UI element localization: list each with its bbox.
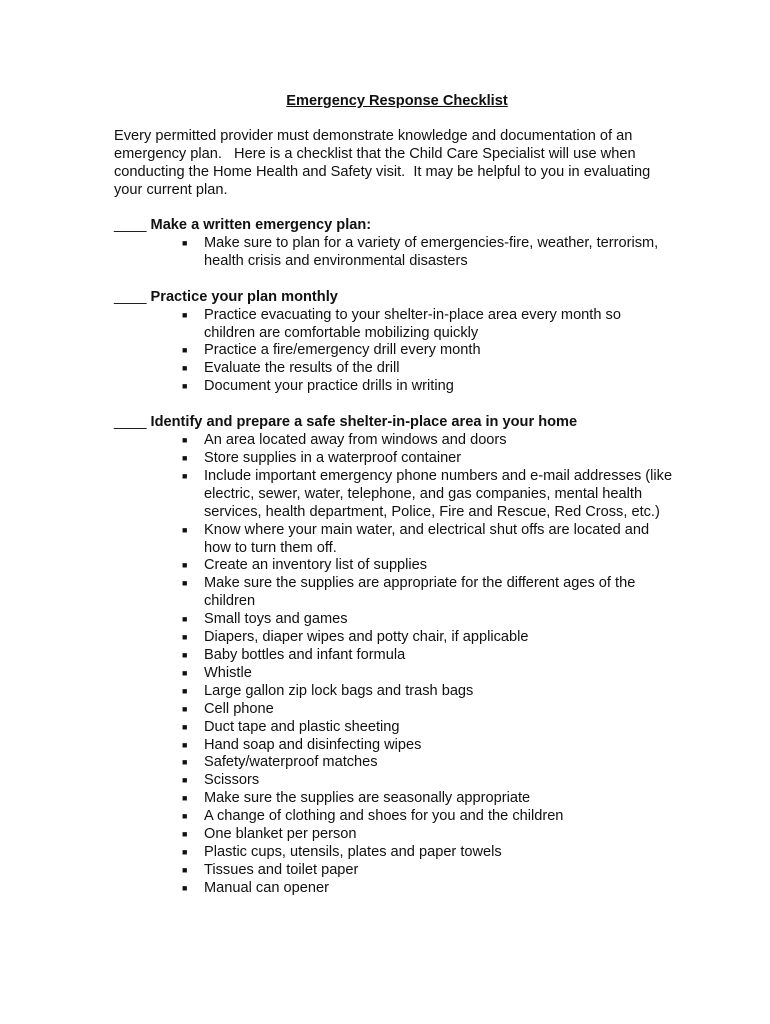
list-item <box>182 754 674 772</box>
square-bullet-icon: ■ <box>182 667 188 678</box>
intro-paragraph: Every permitted provider must demonstrate knowledge and documentation of an emergency plan. Here is a checklist that the Child Care Specialist will use when conducting the Home Health and Safety visit. It may be helpful to you in evaluating your current plan. <box>114 127 655 198</box>
list-item <box>182 306 674 343</box>
list-item <box>182 378 674 396</box>
list-item-text: Make sure the supplies are seasonally appropriate <box>204 790 531 807</box>
square-bullet-icon: ■ <box>182 470 188 481</box>
list-item-text: Baby bottles and infant formula <box>204 646 406 663</box>
section-items <box>114 235 674 271</box>
list-item-text: Large gallon zip lock bags and trash bags <box>204 682 474 699</box>
section-practice-plan <box>114 289 674 396</box>
section-items <box>114 307 674 397</box>
checkbox-blank-line: ____ <box>114 288 147 305</box>
square-bullet-icon: ■ <box>182 560 188 571</box>
square-bullet-icon: ■ <box>182 435 188 446</box>
list-item <box>182 557 674 575</box>
square-bullet-icon: ■ <box>182 757 188 768</box>
list-item-text: Cell phone <box>204 700 274 717</box>
section-heading-text: Practice your plan monthly <box>150 288 338 305</box>
square-bullet-icon: ■ <box>182 703 188 714</box>
square-bullet-icon: ■ <box>182 649 188 660</box>
list-item-text: Plastic cups, utensils, plates and paper towels <box>204 843 502 860</box>
list-item <box>182 772 674 790</box>
list-item-text: Whistle <box>204 664 252 681</box>
list-item <box>182 790 674 808</box>
list-item-text: Store supplies in a waterproof container <box>204 450 462 466</box>
square-bullet-icon: ■ <box>182 524 188 535</box>
checkbox-blank-line: ____ <box>114 414 147 431</box>
document-page <box>114 93 674 916</box>
list-item <box>182 342 674 360</box>
list-item-text: Make sure the supplies are appropriate for the different ages of the children <box>204 575 636 610</box>
list-item-text: An area located away from windows and doors <box>204 432 507 449</box>
section-heading <box>114 414 674 432</box>
checkbox-blank-line: ____ <box>114 217 147 234</box>
square-bullet-icon: ■ <box>182 685 188 696</box>
square-bullet-icon: ■ <box>182 381 188 392</box>
square-bullet-icon: ■ <box>182 775 188 786</box>
list-item-text: A change of clothing and shoes for you and the children <box>204 808 564 825</box>
section-heading <box>114 289 674 307</box>
list-item-text: Create an inventory list of supplies <box>204 557 428 574</box>
list-item <box>182 682 674 701</box>
list-item <box>182 664 674 683</box>
square-bullet-icon: ■ <box>182 793 188 804</box>
square-bullet-icon: ■ <box>182 614 188 625</box>
list-item <box>182 575 674 611</box>
list-item-text: Scissors <box>204 772 260 789</box>
section-heading-text: Identify and prepare a safe shelter-in-place area in your home <box>150 414 578 431</box>
list-item <box>182 700 674 719</box>
list-item <box>182 611 674 629</box>
square-bullet-icon: ■ <box>182 811 188 822</box>
section-heading <box>114 217 674 235</box>
square-bullet-icon: ■ <box>182 578 188 589</box>
square-bullet-icon: ■ <box>182 309 188 320</box>
list-item-text: Tissues and toilet paper <box>204 861 359 878</box>
list-item <box>182 521 674 558</box>
square-bullet-icon: ■ <box>182 453 188 463</box>
list-item-text: Make sure to plan for a variety of emergencies-fire, weather, terrorism, health crisis and environmental disasters <box>204 234 659 269</box>
list-item-text: Document your practice drills in writing <box>204 378 454 395</box>
section-items <box>114 432 674 898</box>
list-item <box>182 450 674 468</box>
list-item-text: Diapers, diaper wipes and potty chair, if applicable <box>204 629 529 646</box>
list-item <box>182 432 674 450</box>
list-item <box>182 360 674 378</box>
square-bullet-icon: ■ <box>182 345 188 356</box>
list-item-text: Small toys and games <box>204 611 348 628</box>
list-item <box>182 629 674 647</box>
list-item-text: Duct tape and plastic sheeting <box>204 718 400 735</box>
list-item <box>182 736 674 755</box>
square-bullet-icon: ■ <box>182 237 188 248</box>
section-written-plan <box>114 217 674 271</box>
square-bullet-icon: ■ <box>182 829 188 840</box>
square-bullet-icon: ■ <box>182 846 188 857</box>
list-item <box>182 861 674 880</box>
list-item <box>182 718 674 737</box>
list-item-text: Manual can opener <box>204 879 329 896</box>
list-item <box>182 843 674 862</box>
list-item-text: Know where your main water, and electrical shut offs are located and how to turn them off. <box>204 521 650 556</box>
list-item <box>182 808 674 826</box>
list-item <box>182 826 674 844</box>
list-item <box>182 646 674 665</box>
list-item <box>182 234 674 271</box>
square-bullet-icon: ■ <box>182 721 188 732</box>
section-shelter-area <box>114 414 674 897</box>
list-item-text: Practice evacuating to your shelter-in-place area every month so children are comfortable mobilizing quickly <box>204 306 621 341</box>
square-bullet-icon: ■ <box>182 882 188 893</box>
list-item-text: Hand soap and disinfecting wipes <box>204 736 422 753</box>
square-bullet-icon: ■ <box>182 864 188 875</box>
square-bullet-icon: ■ <box>182 632 188 643</box>
list-item <box>182 467 674 522</box>
list-item <box>182 879 674 898</box>
list-item-text: Practice a fire/emergency drill every month <box>204 342 481 359</box>
square-bullet-icon: ■ <box>182 363 188 374</box>
list-item-text: Include important emergency phone numbers and e-mail addresses (like electric, sewer, water, telephone, and gas companies, mental health services, health department, Police, Fire and Rescue, Red Cross, etc.) <box>204 467 673 520</box>
list-item-text: Evaluate the results of the drill <box>204 360 400 377</box>
list-item-text: Safety/waterproof matches <box>204 754 378 771</box>
section-heading-text: Make a written emergency plan: <box>150 217 372 234</box>
square-bullet-icon: ■ <box>182 739 188 750</box>
list-item-text: One blanket per person <box>204 826 357 843</box>
document-title: Emergency Response Checklist <box>286 93 508 109</box>
